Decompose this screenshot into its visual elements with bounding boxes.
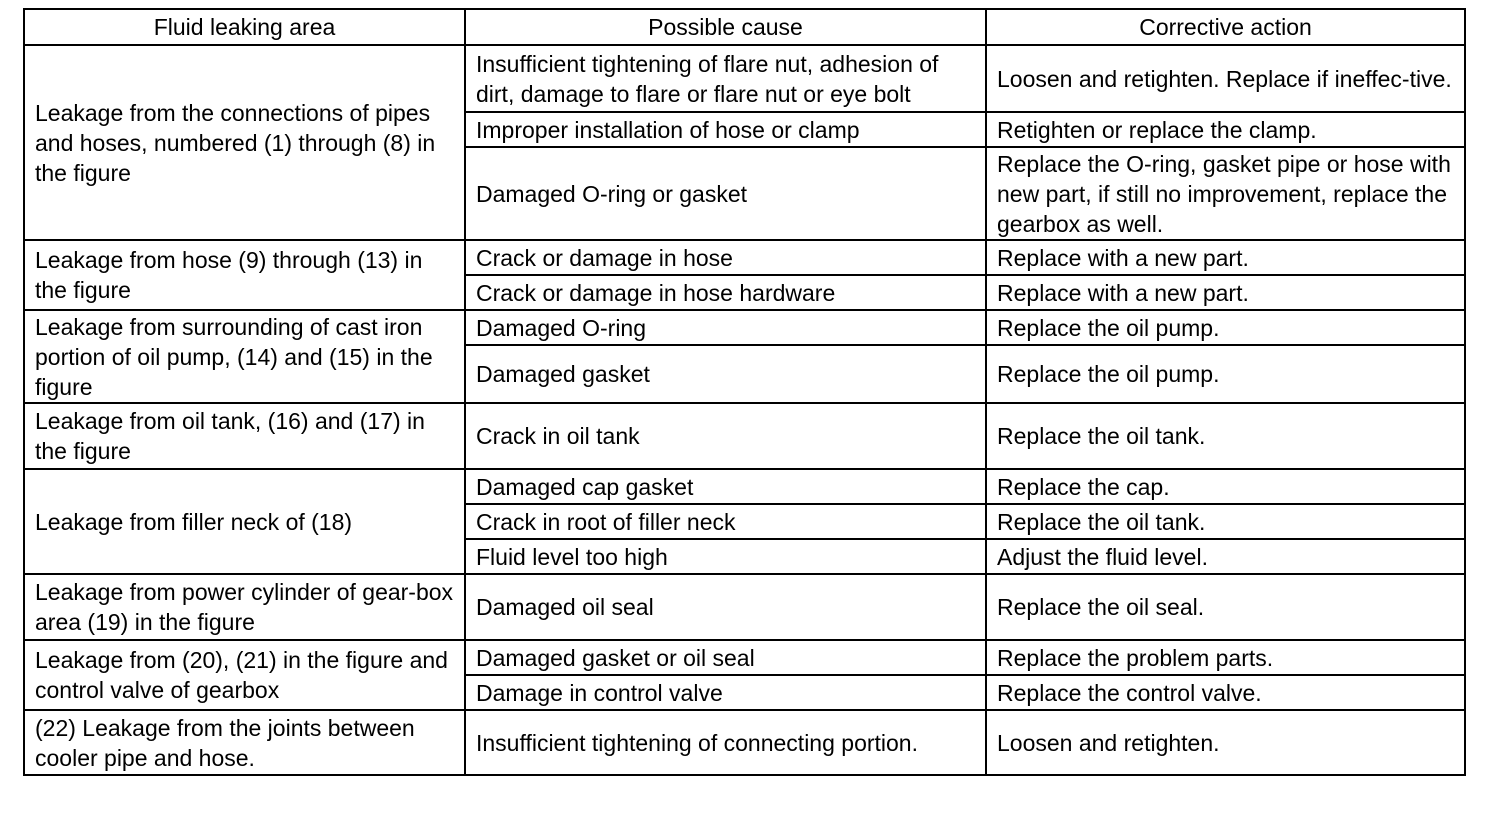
action-cell: Replace the oil tank. bbox=[986, 403, 1465, 469]
table-row bbox=[24, 403, 1465, 469]
table-row bbox=[24, 469, 1465, 504]
leak-area-cell: Leakage from (20), (21) in the figure and control valve of gearbox bbox=[24, 640, 465, 710]
cause-cell: Crack in root of filler neck bbox=[465, 504, 986, 539]
action-cell: Replace the oil seal. bbox=[986, 574, 1465, 640]
cause-cell: Damaged gasket bbox=[465, 345, 986, 403]
leak-area-cell: Leakage from surrounding of cast iron portion of oil pump, (14) and (15) in the figure bbox=[24, 310, 465, 403]
header-possible-cause: Possible cause bbox=[465, 9, 986, 45]
leak-area-cell: Leakage from hose (9) through (13) in the figure bbox=[24, 240, 465, 310]
troubleshooting-table bbox=[23, 8, 1466, 776]
header-fluid-leaking-area: Fluid leaking area bbox=[24, 9, 465, 45]
action-cell: Replace the oil pump. bbox=[986, 310, 1465, 345]
action-cell: Replace the control valve. bbox=[986, 675, 1465, 710]
table-row bbox=[24, 45, 1465, 112]
table-row bbox=[24, 640, 1465, 675]
leak-area-cell: (22) Leakage from the joints between cooler pipe and hose. bbox=[24, 710, 465, 775]
action-cell: Replace with a new part. bbox=[986, 275, 1465, 310]
cause-cell: Crack or damage in hose bbox=[465, 240, 986, 275]
action-cell: Replace the problem parts. bbox=[986, 640, 1465, 675]
leak-area-cell: Leakage from the connections of pipes and hoses, numbered (1) through (8) in the figure bbox=[24, 45, 465, 240]
action-cell: Replace the oil pump. bbox=[986, 345, 1465, 403]
header-corrective-action: Corrective action bbox=[986, 9, 1465, 45]
cause-cell: Insufficient tightening of connecting portion. bbox=[465, 710, 986, 775]
cause-cell: Damage in control valve bbox=[465, 675, 986, 710]
action-cell: Replace the O-ring, gasket pipe or hose with new part, if still no improvement, replace the gearbox as well. bbox=[986, 147, 1465, 240]
cause-cell: Damaged gasket or oil seal bbox=[465, 640, 986, 675]
leak-area-cell: Leakage from filler neck of (18) bbox=[24, 469, 465, 574]
action-cell: Replace the cap. bbox=[986, 469, 1465, 504]
cause-cell: Crack or damage in hose hardware bbox=[465, 275, 986, 310]
action-cell: Replace with a new part. bbox=[986, 240, 1465, 275]
header-row bbox=[24, 9, 1465, 45]
cause-cell: Damaged cap gasket bbox=[465, 469, 986, 504]
cause-cell: Insufficient tightening of flare nut, adhesion of dirt, damage to flare or flare nut or eye bolt bbox=[465, 45, 986, 112]
action-cell: Adjust the fluid level. bbox=[986, 539, 1465, 574]
cause-cell: Damaged O-ring bbox=[465, 310, 986, 345]
table-row bbox=[24, 240, 1465, 275]
cause-cell: Damaged oil seal bbox=[465, 574, 986, 640]
table-row bbox=[24, 710, 1465, 775]
table-row bbox=[24, 310, 1465, 345]
table-row bbox=[24, 574, 1465, 640]
action-cell: Loosen and retighten. Replace if ineffec-tive. bbox=[986, 45, 1465, 112]
action-cell: Retighten or replace the clamp. bbox=[986, 112, 1465, 147]
action-cell: Loosen and retighten. bbox=[986, 710, 1465, 775]
action-cell: Replace the oil tank. bbox=[986, 504, 1465, 539]
cause-cell: Fluid level too high bbox=[465, 539, 986, 574]
cause-cell: Crack in oil tank bbox=[465, 403, 986, 469]
leak-area-cell: Leakage from power cylinder of gear-box area (19) in the figure bbox=[24, 574, 465, 640]
cause-cell: Improper installation of hose or clamp bbox=[465, 112, 986, 147]
cause-cell: Damaged O-ring or gasket bbox=[465, 147, 986, 240]
leak-area-cell: Leakage from oil tank, (16) and (17) in the figure bbox=[24, 403, 465, 469]
